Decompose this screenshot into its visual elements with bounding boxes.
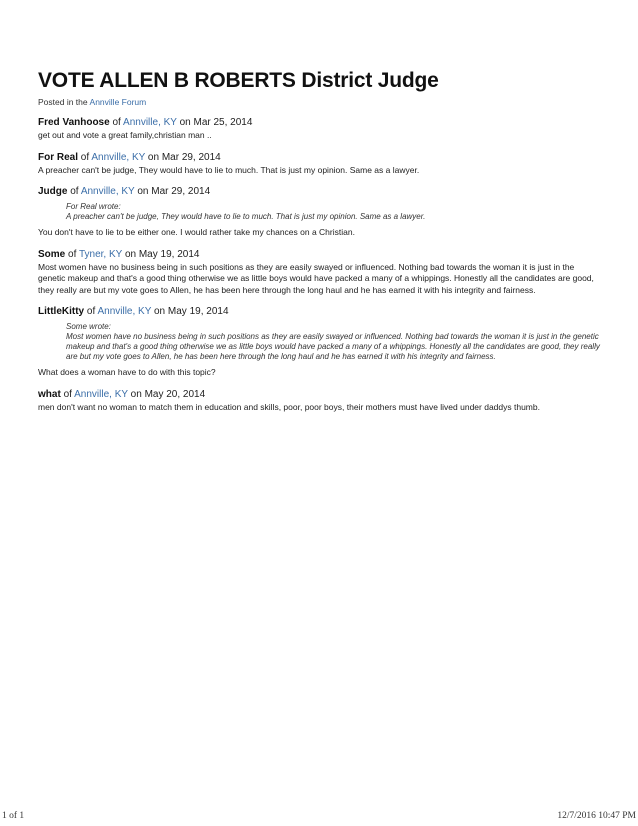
post-body: men don't want no woman to match them in education and skills, poor, poor boys, their mothers must have lived under daddys thumb. [38,401,540,412]
post-header [38,185,600,198]
page-count: 1 of 1 [2,811,25,821]
post-location-link[interactable]: Annville, KY [97,306,152,317]
quote-body: Most women have no business being in such positions as they are easily swayed or influenced. Nothing bad towards the woman it is just in the genetic makeup and that's a good thing otherwise we as little boys would have packed a many of a whippings. Honestly all the candidates are good, they really are but my vote goes to Allen, he has been here through the long haul and he has earned it with his integrity and fairness. [66,332,600,361]
post-header [38,388,600,401]
post-on: on [154,306,166,317]
post [38,116,600,142]
post-location-link[interactable]: Annville, KY [80,186,135,197]
print-timestamp: 12/7/2016 10:47 PM [557,811,636,821]
post-on: on [179,117,191,128]
post-author: Some [38,248,66,260]
post-author: LittleKitty [38,306,85,317]
post-author: For Real [38,151,79,163]
forum-link[interactable]: Annville Forum [89,97,147,107]
post-of: of [63,388,72,400]
post-on: on [130,388,142,400]
post-header [38,248,600,261]
post-quote [66,322,600,362]
post-author: Judge [38,186,68,197]
post-location-link[interactable]: Annville, KY [74,388,128,400]
post [38,185,600,239]
post-body: get out and vote a great family,christian man .. [38,130,212,140]
post-author: what [38,388,61,400]
post-of: of [70,186,79,197]
page-title: VOTE ALLEN B ROBERTS District Judge [38,69,439,92]
post-date: Mar 29, 2014 [161,151,221,163]
post-date: May 19, 2014 [138,248,200,260]
post-of: of [86,306,96,317]
posted-in-line [38,97,600,107]
quote-header: For Real wrote: [66,202,121,211]
post-of: of [68,248,77,260]
post [38,388,600,414]
post-on: on [124,248,137,260]
post-body: You don't have to lie to be either one. I would rather take my chances on a Christian. [38,227,355,237]
post-author: Fred Vanhoose [38,117,110,128]
quote-header: Some wrote: [66,322,111,331]
post-body: A preacher can't be judge, They would have to lie to much. That is just my opinion. Same as a lawyer. [38,164,420,175]
post-quote [66,202,600,222]
post [38,248,600,297]
post-date: May 19, 2014 [167,306,229,317]
print-footer [0,811,638,825]
post-location-link[interactable]: Annville, KY [123,117,177,128]
quote-body: A preacher can't be judge, They would have to lie to much. That is just my opinion. Same as a lawyer. [66,212,426,221]
post-date: Mar 29, 2014 [151,186,211,197]
post-location-link[interactable]: Annville, KY [91,151,146,163]
post [38,151,600,177]
post-date: Mar 25, 2014 [193,117,253,128]
post-header [38,305,600,318]
post-body: Most women have no business being in such positions as they are easily swayed or influenced. Nothing bad towards the woman it is just in the genetic makeup and that's a good thing otherwise we as little boys would have packed a many of a whippings. Honestly all the candidates are good, they really are but my vote goes to Allen, he has been here through the long haul and he has earned it with his integrity and fairness. [38,261,594,295]
post-body: What does a woman have to do with this topic? [38,367,216,377]
post-on: on [147,151,160,163]
post-on: on [137,186,149,197]
post-of: of [112,117,121,128]
post-header [38,151,600,164]
post-of: of [80,151,90,163]
post-location-link[interactable]: Tyner, KY [78,248,123,260]
post-date: May 20, 2014 [144,388,206,400]
post [38,305,600,379]
posted-prefix: Posted in the [38,97,88,107]
post-header [38,116,600,129]
forum-page [38,68,600,413]
